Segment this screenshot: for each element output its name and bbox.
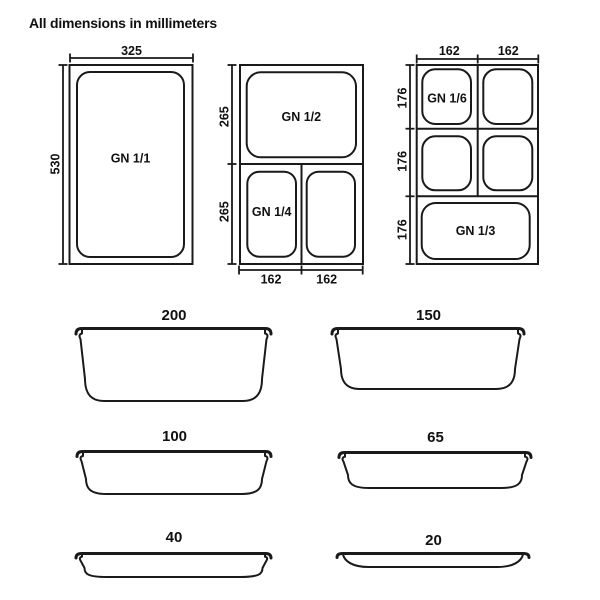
half-height-dim-value: 265 [217,106,232,128]
quarter-height-dim-value: 265 [217,201,232,223]
page-title: All dimensions in millimeters [29,15,217,31]
sixth-pan-2-inner-edge [483,69,532,124]
row-height-dim-value-1: 176 [395,87,410,109]
pan-rim-65 [339,453,531,458]
pan-profile-40 [75,551,273,580]
depth-label-65: 65 [427,429,444,446]
pan-body-40 [80,555,267,578]
gn11-pan-label: GN 1/1 [110,151,151,166]
depth-label-100: 100 [161,428,188,445]
pan-rim-200 [76,329,271,335]
pan-profile-150 [331,326,526,392]
sixth-pan-label: GN 1/6 [427,91,467,106]
gn-half-quarter-top-view [218,42,368,290]
quarter-pan-unlabeled-inner-edge [307,172,355,257]
half-pan-label: GN 1/2 [281,110,322,125]
depth-label-40: 40 [165,529,183,546]
pan-body-65 [343,454,528,489]
sixth-left-width-dim-value: 162 [438,44,460,58]
third-pan-label: GN 1/3 [455,224,496,239]
pan-profile-200 [75,326,273,404]
quarter-pan-label: GN 1/4 [251,205,292,220]
pan-rim-150 [332,329,524,335]
gn-sixth-third-top-view [396,38,546,272]
pan-body-20 [343,555,523,568]
sixth-pan-3-inner-edge [422,136,471,190]
pan-profile-65 [338,450,533,491]
pan-rim-40 [76,554,271,559]
pan-body-100 [81,453,268,495]
depth-label-200: 200 [161,307,187,324]
right-width-dim-value: 162 [316,272,338,287]
depth-label-150: 150 [415,307,442,324]
pan-profile-20 [336,551,531,570]
gn11-height-dim-value: 530 [48,153,63,175]
pan-body-150 [336,330,521,390]
left-width-dim-value: 162 [260,272,282,287]
row-height-dim-value-3: 176 [395,219,410,241]
sixth-pan-4-inner-edge [483,136,532,190]
depth-label-20: 20 [425,532,442,549]
gn11-top-view [45,42,197,272]
sixth-right-width-dim-value: 162 [497,44,519,58]
pan-profile-100 [76,449,273,497]
pan-body-200 [80,330,268,402]
gn11-width-dim-value: 325 [121,44,142,58]
pan-rim-100 [77,452,271,457]
row-height-dim-value-2: 176 [395,150,410,172]
pan-rim-20 [337,554,529,558]
